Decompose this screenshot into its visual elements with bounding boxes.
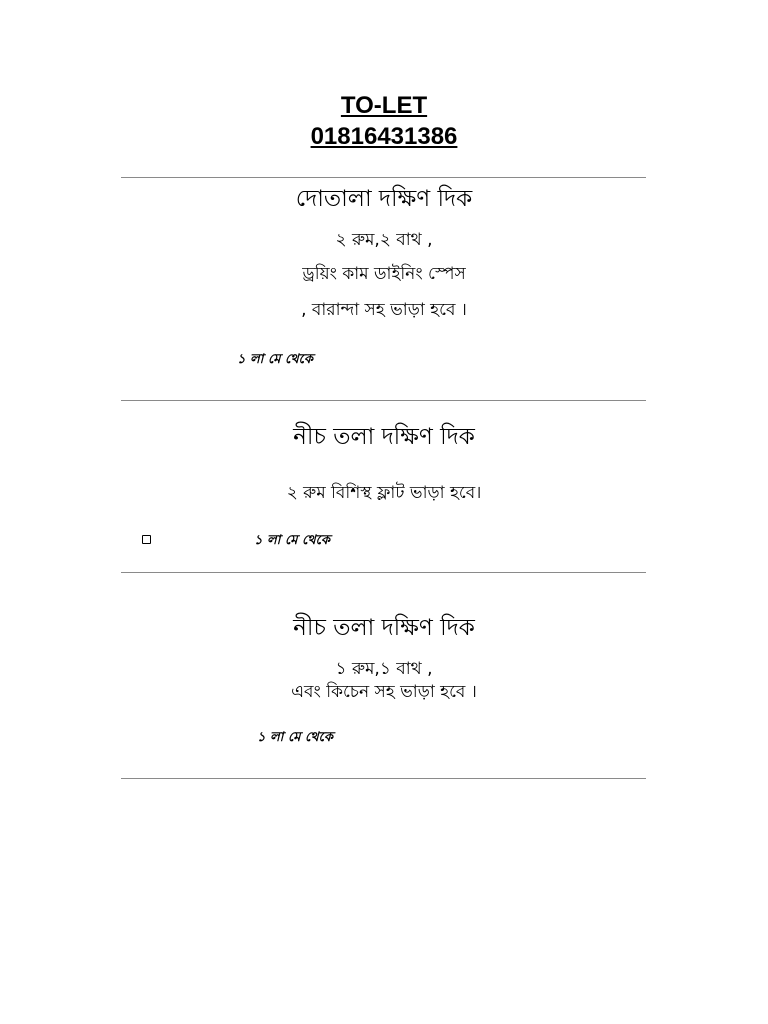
listing-heading: নীচ তলা দক্ষিণ দিক bbox=[293, 424, 475, 450]
listing-heading: নীচ তলা দক্ষিণ দিক bbox=[293, 615, 475, 641]
listing-line: ২ রুম বিশিস্থ ফ্লাট ভাড়া হবে। bbox=[286, 483, 482, 503]
listing-line: ২ রুম,২ বাথ , bbox=[335, 230, 433, 250]
listing-heading: দোতালা দক্ষিণ দিক bbox=[295, 186, 473, 212]
availability-note: ১ লা মে থেকে bbox=[254, 533, 330, 548]
phone-number: 01816431386 bbox=[310, 123, 458, 150]
listing-line: ড্রয়িং কাম ডাইনিং স্পেস bbox=[302, 264, 466, 284]
divider bbox=[121, 400, 646, 401]
divider bbox=[121, 778, 646, 779]
divider bbox=[121, 572, 646, 573]
page-title: TO-LET bbox=[340, 92, 428, 119]
listing-line: এবং কিচেন সহ ভাড়া হবে । bbox=[291, 682, 477, 702]
divider bbox=[121, 177, 646, 178]
listing-line: ১ রুম,১ বাথ , bbox=[335, 659, 433, 679]
checkbox-bullet bbox=[142, 535, 151, 544]
listing-line: , বারান্দা সহ ভাড়া হবে । bbox=[301, 300, 467, 320]
availability-note: ১ লা মে থেকে bbox=[237, 352, 313, 367]
availability-note: ১ লা মে থেকে bbox=[257, 730, 333, 745]
